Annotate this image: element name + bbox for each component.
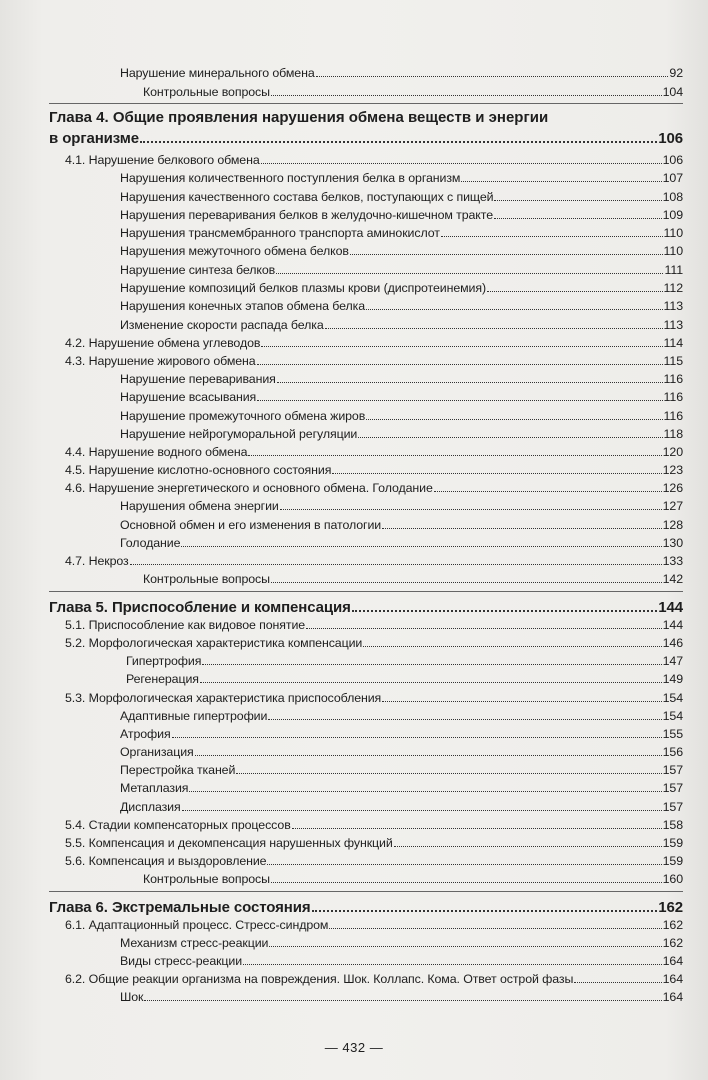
toc-leader	[182, 810, 662, 811]
toc-entry-title: Нарушения трансмембранного транспорта аминокислот	[120, 226, 440, 240]
toc-entry	[65, 352, 683, 368]
toc-entry-page: 162	[662, 936, 683, 950]
toc-entry-title: Нарушение переваривания	[120, 372, 276, 386]
toc-leader	[130, 564, 662, 565]
toc-entry-title: Нарушения качественного состава белков, поступающих с пищей	[120, 190, 494, 204]
toc-entry-page: 107	[662, 171, 683, 185]
toc-entry	[120, 370, 683, 386]
toc-entry-title: 4.7. Некроз	[65, 554, 129, 568]
toc-entry	[120, 743, 683, 759]
toc-leader	[434, 491, 662, 492]
toc-entry-title: 6.1. Адаптационный процесс. Стресс-синдром	[65, 918, 329, 932]
toc-entry	[65, 834, 683, 850]
toc-leader	[363, 646, 661, 647]
toc-entry-page: 114	[663, 336, 683, 350]
toc-entry-page: 111	[664, 263, 683, 277]
toc-entry-page: 164	[662, 972, 683, 986]
toc-entry-page: 144	[658, 599, 683, 616]
toc-entry-title: Нарушение синтеза белков	[120, 263, 276, 277]
toc-leader	[236, 773, 661, 774]
toc-entry	[143, 570, 683, 586]
toc-entry-title: Основной обмен и его изменения в патологии	[120, 518, 382, 532]
toc-entry-page: 115	[663, 354, 683, 368]
toc-entry-page: 110	[663, 226, 683, 240]
toc-entry	[65, 461, 683, 477]
toc-leader	[494, 200, 661, 201]
toc-leader	[366, 309, 663, 310]
toc-leader	[248, 455, 661, 456]
toc-entry-page: 154	[662, 691, 683, 705]
toc-leader	[574, 982, 661, 983]
toc-entry-page: 106	[662, 153, 683, 167]
toc-entry	[120, 224, 683, 240]
toc-entry-title: Контрольные вопросы	[143, 85, 270, 99]
toc-entry	[65, 479, 683, 495]
toc-entry	[120, 407, 683, 423]
toc-leader	[487, 291, 663, 292]
toc-leader	[261, 163, 662, 164]
toc-entry-page: 110	[663, 244, 683, 258]
toc-entry-page: 160	[662, 872, 683, 886]
toc-entry	[120, 206, 683, 222]
page-number-dash-left: —	[324, 1040, 343, 1055]
toc-leader	[394, 846, 662, 847]
toc-entry	[120, 297, 683, 313]
toc-entry-title: Дисплазия	[120, 800, 181, 814]
toc-entry-title: Нарушение всасывания	[120, 390, 257, 404]
toc-entry-title: Глава 5. Приспособление и компенсация	[49, 599, 351, 616]
toc-leader	[312, 910, 658, 912]
toc-leader	[268, 719, 661, 720]
chapter-heading: Глава 4. Общие проявления нарушения обмена веществ и энергии	[49, 109, 549, 126]
toc-entry	[120, 798, 683, 814]
toc-entry-title: Атрофия	[120, 727, 171, 741]
toc-leader	[189, 791, 661, 792]
toc-entry-title: Нарушение нейрогуморальной регуляции	[120, 427, 358, 441]
toc-entry	[65, 443, 683, 459]
toc-entry-page: 118	[663, 427, 683, 441]
toc-entry	[143, 870, 683, 886]
toc-entry-page: 116	[663, 372, 683, 386]
toc-entry-page: 128	[662, 518, 683, 532]
toc-entry-title: 5.6. Компенсация и выздоровление	[65, 854, 267, 868]
toc-leader	[269, 946, 661, 947]
toc-entry-page: 147	[662, 654, 683, 668]
toc-entry-title: Шок	[120, 990, 144, 1004]
toc-entry	[120, 497, 683, 513]
toc-entry	[120, 425, 683, 441]
toc-chapter-entry	[49, 127, 683, 147]
toc-entry	[120, 64, 683, 80]
toc-chapter-entry	[49, 896, 683, 916]
toc-entry	[126, 652, 683, 668]
toc-entry	[65, 689, 683, 705]
toc-leader	[441, 236, 663, 237]
toc-entry-page: 162	[658, 899, 683, 916]
toc-entry-title: Нарушение промежуточного обмена жиров	[120, 409, 366, 423]
toc-entry	[120, 188, 683, 204]
toc-leader	[140, 141, 657, 143]
toc-entry-title: 4.1. Нарушение белкового обмена	[65, 153, 260, 167]
toc-entry	[65, 852, 683, 868]
toc-entry-page: 157	[662, 781, 683, 795]
toc-leader	[257, 400, 662, 401]
toc-entry-title: Глава 6. Экстремальные состояния	[49, 899, 311, 916]
toc-entry	[120, 242, 683, 258]
toc-entry-page: 108	[662, 190, 683, 204]
toc-entry-title: 6.2. Общие реакции организма на повреждения. Шок. Коллапс. Кома. Ответ острой фазы	[65, 972, 574, 986]
toc-entry-page: 156	[662, 745, 683, 759]
toc-leader	[257, 364, 663, 365]
toc-entry-page: 126	[662, 481, 683, 495]
toc-entry	[65, 616, 683, 632]
toc-entry-title: Нарушения обмена энергии	[120, 499, 279, 513]
toc-entry-page: 158	[662, 818, 683, 832]
toc-leader	[366, 419, 662, 420]
section-divider	[49, 591, 683, 592]
toc-leader	[306, 628, 662, 629]
toc-entry	[120, 761, 683, 777]
toc-entry-title: Виды стресс-реакции	[120, 954, 243, 968]
toc-entry-title: Контрольные вопросы	[143, 872, 270, 886]
toc-leader	[271, 95, 662, 96]
toc-entry-title: в организме	[49, 130, 140, 147]
toc-leader	[382, 528, 662, 529]
toc-entry-page: 112	[663, 281, 683, 295]
toc-entry-page: 157	[662, 763, 683, 777]
section-divider	[49, 891, 683, 892]
toc-leader	[195, 755, 662, 756]
toc-leader	[316, 76, 669, 77]
toc-entry-title: Нарушения переваривания белков в желудочно-кишечном тракте	[120, 208, 493, 222]
toc-entry	[65, 334, 683, 350]
page-number-dash-right: —	[365, 1040, 384, 1055]
toc-leader	[461, 181, 661, 182]
toc-leader	[358, 437, 662, 438]
toc-entry-title: Нарушения межуточного обмена белков	[120, 244, 349, 258]
toc-leader	[243, 964, 662, 965]
toc-chapter-entry	[49, 596, 683, 616]
toc-entry	[120, 707, 683, 723]
toc-leader	[172, 737, 662, 738]
section-divider	[49, 103, 683, 104]
toc-leader	[325, 328, 663, 329]
toc-entry-title: Гипертрофия	[126, 654, 202, 668]
toc-entry	[120, 516, 683, 532]
toc-entry	[120, 534, 683, 550]
toc-entry-page: 149	[662, 672, 683, 686]
toc-entry-page: 113	[663, 299, 683, 313]
toc-leader	[352, 610, 657, 612]
toc-entry-title: 5.1. Приспособление как видовое понятие	[65, 618, 306, 632]
toc-entry-page: 113	[663, 318, 683, 332]
toc-entry-page: 109	[662, 208, 683, 222]
toc-leader	[292, 828, 662, 829]
toc-entry-title: 5.4. Стадии компенсаторных процессов	[65, 818, 291, 832]
toc-entry	[120, 988, 683, 1004]
toc-entry	[120, 388, 683, 404]
toc-entry-title: 5.3. Морфологическая характеристика приспособления	[65, 691, 382, 705]
toc-entry	[120, 316, 683, 332]
toc-entry-page: 155	[662, 727, 683, 741]
toc-leader	[200, 682, 662, 683]
toc-entry-title: 4.4. Нарушение водного обмена	[65, 445, 248, 459]
toc-entry	[65, 916, 683, 932]
toc-entry-title: Контрольные вопросы	[143, 572, 270, 586]
toc-entry	[120, 725, 683, 741]
toc-entry-title: 4.2. Нарушение обмена углеводов	[65, 336, 261, 350]
toc-leader	[494, 218, 662, 219]
toc-entry-page: 144	[662, 618, 683, 632]
toc-entry-title: 5.5. Компенсация и декомпенсация нарушенных функций	[65, 836, 393, 850]
toc-entry-title: Нарушение композиций белков плазмы крови (диспротеинемия)	[120, 281, 487, 295]
toc-leader	[329, 928, 661, 929]
toc-entry-title: 5.2. Морфологическая характеристика компенсации	[65, 636, 363, 650]
toc-entry-title: Нарушения количественного поступления белка в организм	[120, 171, 461, 185]
toc-entry	[143, 83, 683, 99]
toc-entry	[65, 970, 683, 986]
toc-leader	[271, 582, 662, 583]
toc-entry-title: Метаплазия	[120, 781, 189, 795]
toc-entry-title: Перестройка тканей	[120, 763, 236, 777]
toc-entry-page: 142	[662, 572, 683, 586]
toc-entry	[120, 934, 683, 950]
toc-entry-page: 127	[662, 499, 683, 513]
toc-entry-title: Организация	[120, 745, 194, 759]
toc-leader	[261, 346, 662, 347]
toc-entry-page: 164	[662, 954, 683, 968]
toc-entry-page: 116	[663, 409, 683, 423]
toc-entry	[65, 634, 683, 650]
toc-entry-title: Регенерация	[126, 672, 199, 686]
toc-entry-title: Механизм стресс-реакции	[120, 936, 269, 950]
toc-entry-page: 120	[662, 445, 683, 459]
toc-entry-page: 157	[662, 800, 683, 814]
toc-entry-title: 4.6. Нарушение энергетического и основного обмена. Голодание	[65, 481, 433, 495]
toc-leader	[277, 382, 663, 383]
toc-entry-page: 159	[662, 836, 683, 850]
toc-entry-page: 104	[662, 85, 683, 99]
toc-leader	[332, 473, 661, 474]
toc-entry	[65, 816, 683, 832]
toc-leader	[181, 546, 661, 547]
toc-leader	[202, 664, 661, 665]
toc-entry-page: 92	[669, 66, 683, 80]
toc-leader	[276, 273, 663, 274]
toc-entry-title: Изменение скорости распада белка	[120, 318, 324, 332]
toc-leader	[267, 864, 661, 865]
toc-entry-page: 162	[662, 918, 683, 932]
page-number	[0, 1040, 708, 1055]
toc-entry	[120, 169, 683, 185]
toc-entry	[126, 670, 683, 686]
toc-leader	[280, 509, 662, 510]
toc-entry-page: 146	[662, 636, 683, 650]
toc-entry	[120, 279, 683, 295]
toc-entry	[65, 151, 683, 167]
toc-entry-page: 164	[662, 990, 683, 1004]
toc-entry-page: 133	[662, 554, 683, 568]
toc-entry-page: 116	[663, 390, 683, 404]
toc-entry-page: 106	[658, 130, 683, 147]
toc-leader	[350, 254, 663, 255]
toc-entry-title: 4.5. Нарушение кислотно-основного состояния	[65, 463, 332, 477]
toc-entry-title: Нарушения конечных этапов обмена белка	[120, 299, 366, 313]
toc-entry-page: 130	[662, 536, 683, 550]
toc-entry-page: 159	[662, 854, 683, 868]
toc-entry	[120, 779, 683, 795]
toc-leader	[271, 882, 662, 883]
toc-entry-title: Голодание	[120, 536, 181, 550]
toc-entry-page: 123	[662, 463, 683, 477]
toc-entry	[120, 261, 683, 277]
toc-entry	[65, 552, 683, 568]
toc-leader	[382, 701, 661, 702]
toc-entry-title: Адаптивные гипертрофии	[120, 709, 268, 723]
toc-entry-title: 4.3. Нарушение жирового обмена	[65, 354, 256, 368]
toc-leader	[144, 1000, 661, 1001]
toc-entry	[120, 952, 683, 968]
page-number-value: 432	[342, 1040, 366, 1055]
toc-entry-page: 154	[662, 709, 683, 723]
toc-entry-title: Нарушение минерального обмена	[120, 66, 315, 80]
